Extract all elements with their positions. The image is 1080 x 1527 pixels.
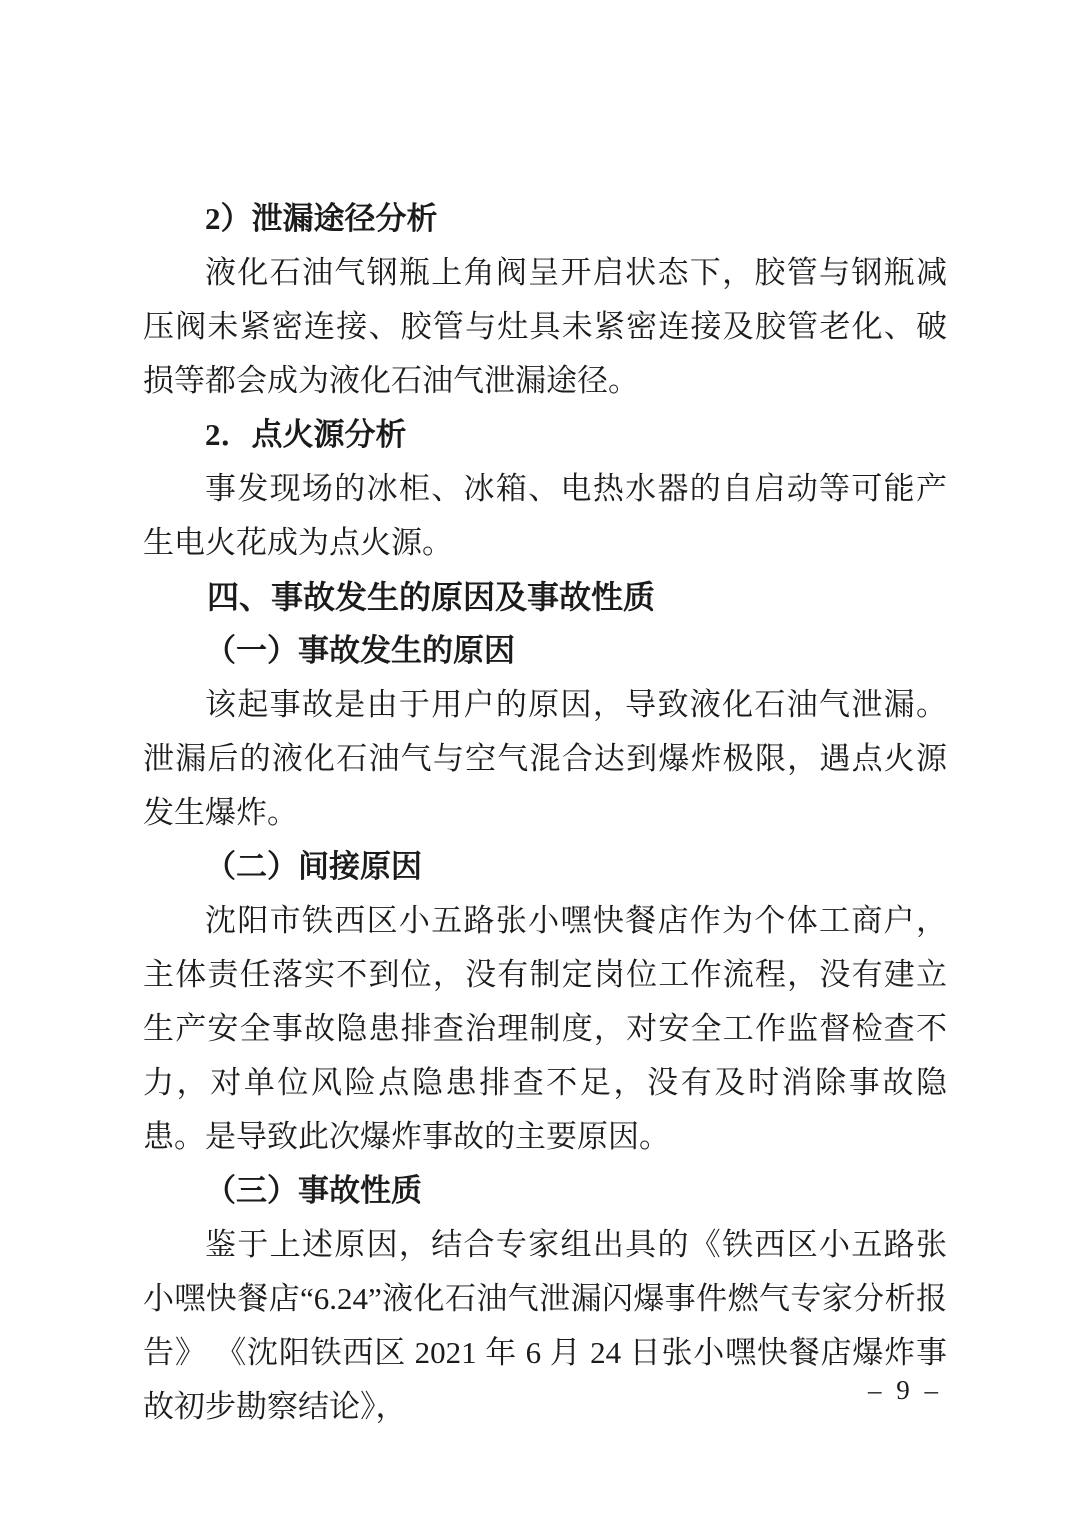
heading-section-four-cause-and-nature: 四、事故发生的原因及事故性质 — [207, 579, 656, 615]
heading-cause-of-accident: （一）事故发生的原因 — [205, 633, 515, 668]
paragraph-accident-nature: 鉴于上述原因，结合专家组出具的《铁西区小五路张小嘿快餐店“6.24”液化石油气泄漏闪爆事件燃气专家分析报告》 《沈阳铁西区 2021 年 6 月 24 日张小嘿快餐店爆炸事故初步勘察结论》， — [143, 1227, 947, 1424]
page-number: – 9 – — [868, 1375, 942, 1405]
paragraph-ignition-source: 事发现场的冰柜、冰箱、电热水器的自启动等可能产生电火花成为点火源。 — [143, 471, 947, 560]
heading-ignition-source-analysis: 2．点火源分析 — [205, 417, 407, 452]
heading-accident-nature: （三）事故性质 — [205, 1173, 422, 1208]
heading-leak-path-analysis: 2）泄漏途径分析 — [205, 201, 438, 236]
paragraph-indirect-cause: 沈阳市铁西区小五路张小嘿快餐店作为个体工商户，主体责任落实不到位，没有制定岗位工作流程，没有建立生产安全事故隐患排查治理制度，对安全工作监督检查不力，对单位风险点隐患排查不足，没有及时消除事故隐患。是导致此次爆炸事故的主要原因。 — [143, 903, 947, 1154]
heading-indirect-cause: （二）间接原因 — [205, 849, 422, 884]
paragraph-direct-cause: 该起事故是由于用户的原因，导致液化石油气泄漏。泄漏后的液化石油气与空气混合达到爆炸极限，遇点火源发生爆炸。 — [143, 687, 947, 830]
paragraph-leak-path: 液化石油气钢瓶上角阀呈开启状态下，胶管与钢瓶减压阀未紧密连接、胶管与灶具未紧密连接及胶管老化、破损等都会成为液化石油气泄漏途径。 — [143, 255, 947, 398]
document-body — [143, 192, 947, 1434]
